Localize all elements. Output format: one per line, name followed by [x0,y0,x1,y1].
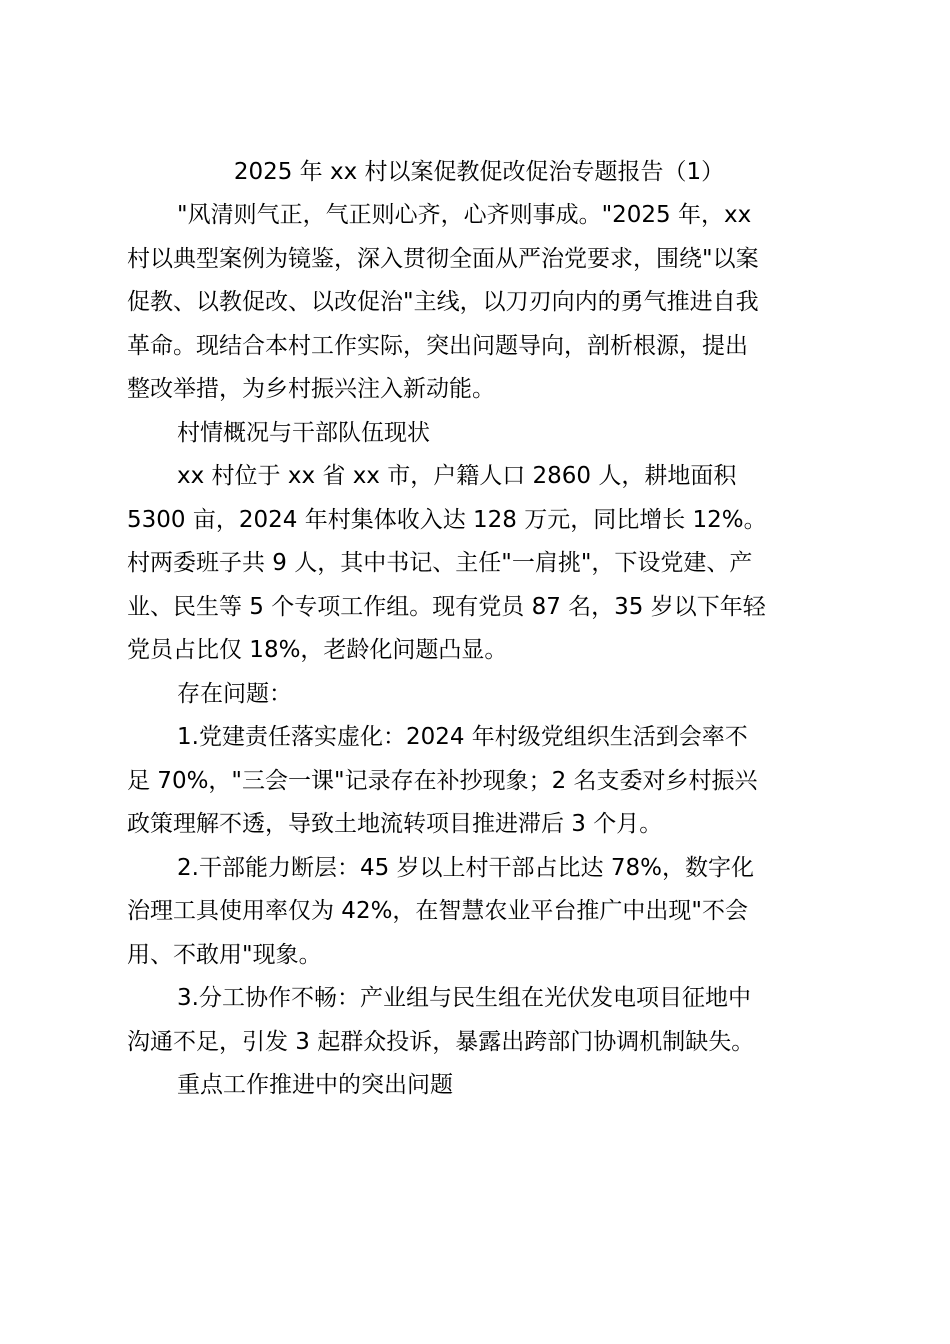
intro-line: 促教、以教促改、以改促治"主线，以刀刃向内的勇气推进自我 [127,289,759,315]
problem-line: 沟通不足，引发 3 起群众投诉，暴露出跨部门协调机制缺失。 [127,1028,755,1055]
problem-line: 足 70%，"三会一课"记录存在补抄现象；2 名支委对乡村振兴 [127,767,758,794]
problem-item-3 [127,977,827,1064]
problem-item-1 [127,716,827,847]
problem-line: 政策理解不透，导致土地流转项目推进滞后 3 个月。 [127,811,663,837]
document-title: 2025 年 xx 村以案促教促改促治专题报告（1） [233,159,725,185]
problem-line: 治理工具使用率仅为 42%，在智慧农业平台推广中出现"不会 [127,898,749,924]
overview-line: xx 村位于 xx 省 xx 市，户籍人口 2860 人，耕地面积 [177,463,737,489]
problem-line: 3.分工协作不畅：产业组与民生组在光伏发电项目征地中 [177,985,751,1011]
overview-line: 业、民生等 5 个专项工作组。现有党员 87 名，35 岁以下年轻 [127,593,766,620]
overview-line: 村两委班子共 9 人，其中书记、主任"一肩挑"，下设党建、产 [127,550,753,576]
section-heading-key-issues: 重点工作推进中的突出问题 [177,1072,453,1098]
problem-line: 用、不敢用"现象。 [127,941,322,968]
village-overview-paragraph [127,455,827,673]
intro-line: 革命。现结合本村工作实际，突出问题导向，剖析根源，提出 [127,332,748,359]
problem-line: 1.党建责任落实虚化：2024 年村级党组织生活到会率不 [177,724,748,750]
overview-line: 5300 亩，2024 年村集体收入达 128 万元，同比增长 12%。 [127,506,767,533]
problem-item-2 [127,847,827,978]
problem-line: 2.干部能力断层：45 岁以上村干部占比达 78%，数字化 [177,854,754,881]
intro-line: 村以典型案例为镜鉴，深入贯彻全面从严治党要求，围绕"以案 [127,245,759,272]
document-page [127,150,827,1108]
section-heading-village-overview: 村情概况与干部队伍现状 [177,419,430,446]
intro-line: 整改举措，为乡村振兴注入新动能。 [127,376,495,402]
intro-paragraph [127,194,827,412]
overview-line: 党员占比仅 18%，老龄化问题凸显。 [127,637,508,663]
problems-heading: 存在问题： [177,680,292,707]
intro-line: "风清则气正，气正则心齐，心齐则事成。"2025 年，xx [177,202,752,228]
